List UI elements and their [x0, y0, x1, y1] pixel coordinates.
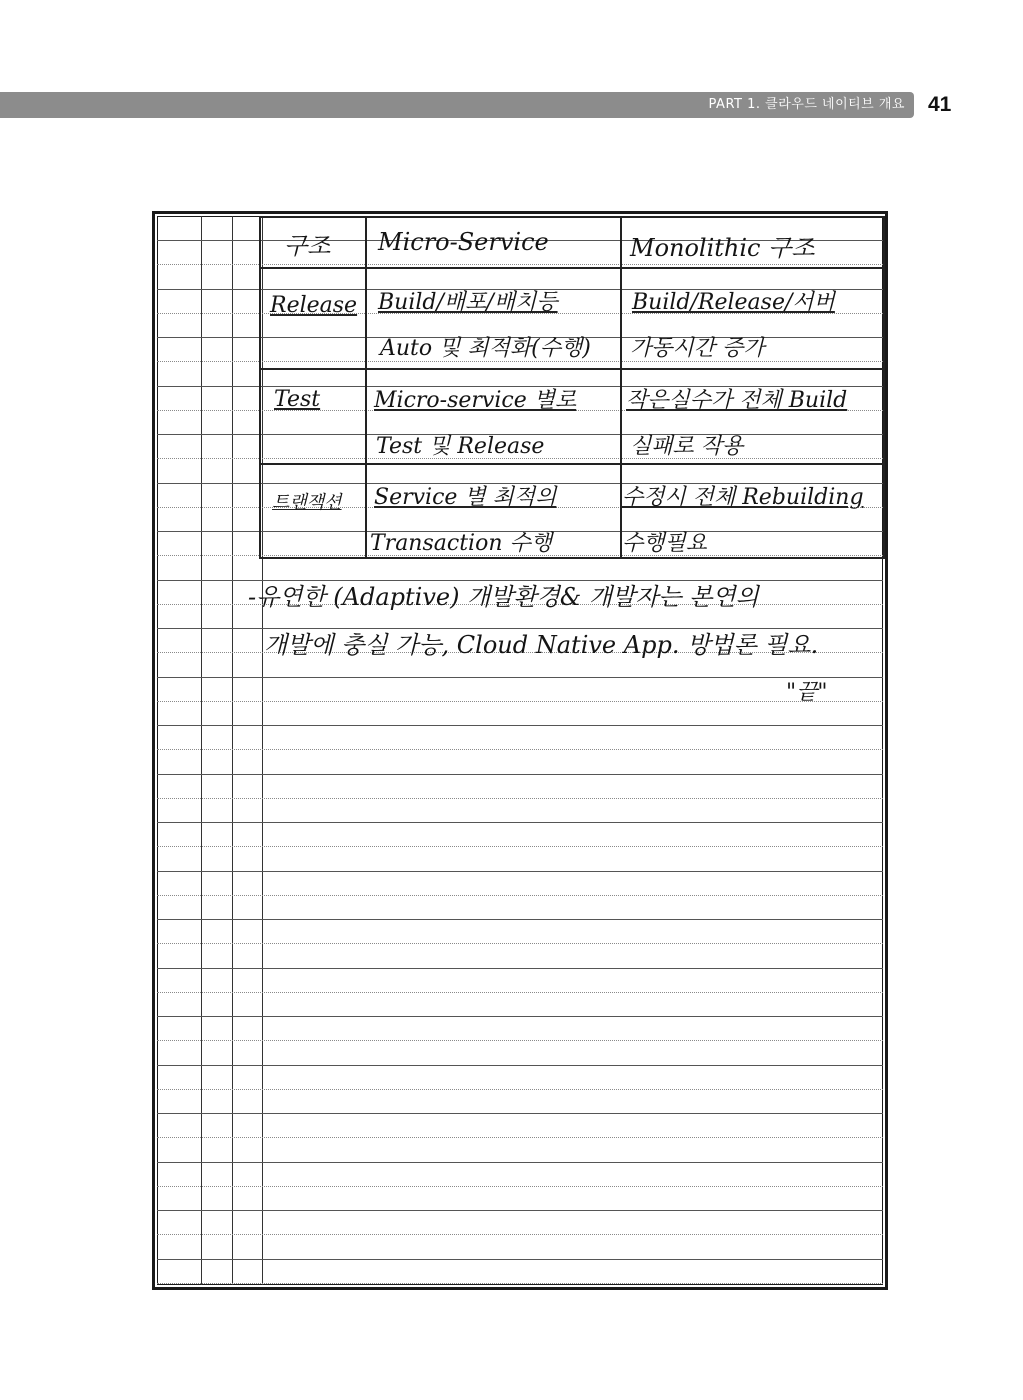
ruled-line-dotted — [157, 1283, 883, 1284]
cell-text: 수정시 전체 Rebuilding — [622, 485, 864, 510]
ruled-line — [157, 919, 883, 920]
margin-column-line — [201, 216, 202, 1285]
ruled-line — [157, 871, 883, 872]
ruled-line — [157, 1162, 883, 1163]
conclusion-line-1: -유연한 (Adaptive) 개발환경& 개발자는 본연의 — [248, 583, 759, 611]
table-divider — [259, 368, 885, 370]
cell-text: 실패로 작용 — [630, 434, 744, 459]
row-label-release: Release — [270, 293, 358, 318]
ruled-line-dotted — [157, 798, 883, 799]
ruled-line — [157, 725, 883, 726]
row-label-test: Test — [274, 387, 321, 412]
ruled-line — [157, 1016, 883, 1017]
cell-text: Transaction 수행 — [370, 531, 552, 556]
ruled-line-dotted — [157, 846, 883, 847]
ruled-line-dotted — [157, 749, 883, 750]
ruled-line-dotted — [157, 895, 883, 896]
ruled-line-dotted — [157, 1137, 883, 1138]
ruled-line-dotted — [157, 1234, 883, 1235]
cell-text: Build/Release/서버 — [632, 290, 835, 315]
cell-text: Test 및 Release — [376, 434, 545, 459]
ruled-line — [157, 1113, 883, 1114]
ruled-line — [157, 677, 883, 678]
ruled-line-dotted — [157, 992, 883, 993]
page-number: 41 — [928, 93, 952, 116]
cell-text: 작은실수가 전체 Build — [626, 388, 848, 413]
cell-text: Micro-service 별로 — [374, 388, 577, 413]
cell-text: 수행필요 — [622, 531, 708, 556]
cell-text: Service 별 최적의 — [374, 485, 557, 510]
row-label-transaction: 트랜잭션 — [272, 492, 342, 513]
margin-column-line — [232, 216, 233, 1285]
ruled-line — [157, 822, 883, 823]
ruled-line — [157, 1210, 883, 1211]
conclusion-line-2: 개발에 충실 가능, Cloud Native App. 방법론 필요. — [264, 631, 819, 659]
table-divider — [259, 267, 885, 269]
table-header-mono: Monolithic 구조 — [630, 234, 815, 262]
ruled-line-dotted — [157, 701, 883, 702]
ruled-line-dotted — [157, 1040, 883, 1041]
table-header-micro: Micro-Service — [378, 228, 549, 256]
ruled-line-dotted — [157, 1186, 883, 1187]
ruled-line-dotted — [157, 1089, 883, 1090]
ruled-line — [157, 774, 883, 775]
cell-text: Auto 및 최적화(수행) — [380, 336, 591, 361]
end-mark: "끝" — [786, 680, 828, 705]
part-title: PART 1. 클라우드 네이티브 개요 — [708, 97, 905, 112]
ruled-line — [157, 968, 883, 969]
table-header-structure: 구조 — [284, 232, 331, 260]
cell-text: 가동시간 증가 — [630, 336, 765, 361]
table-divider — [259, 463, 885, 465]
ruled-line — [157, 1259, 883, 1260]
ruled-line-dotted — [157, 943, 883, 944]
ruled-line — [157, 1065, 883, 1066]
cell-text: Build/배포/배치등 — [378, 290, 558, 315]
